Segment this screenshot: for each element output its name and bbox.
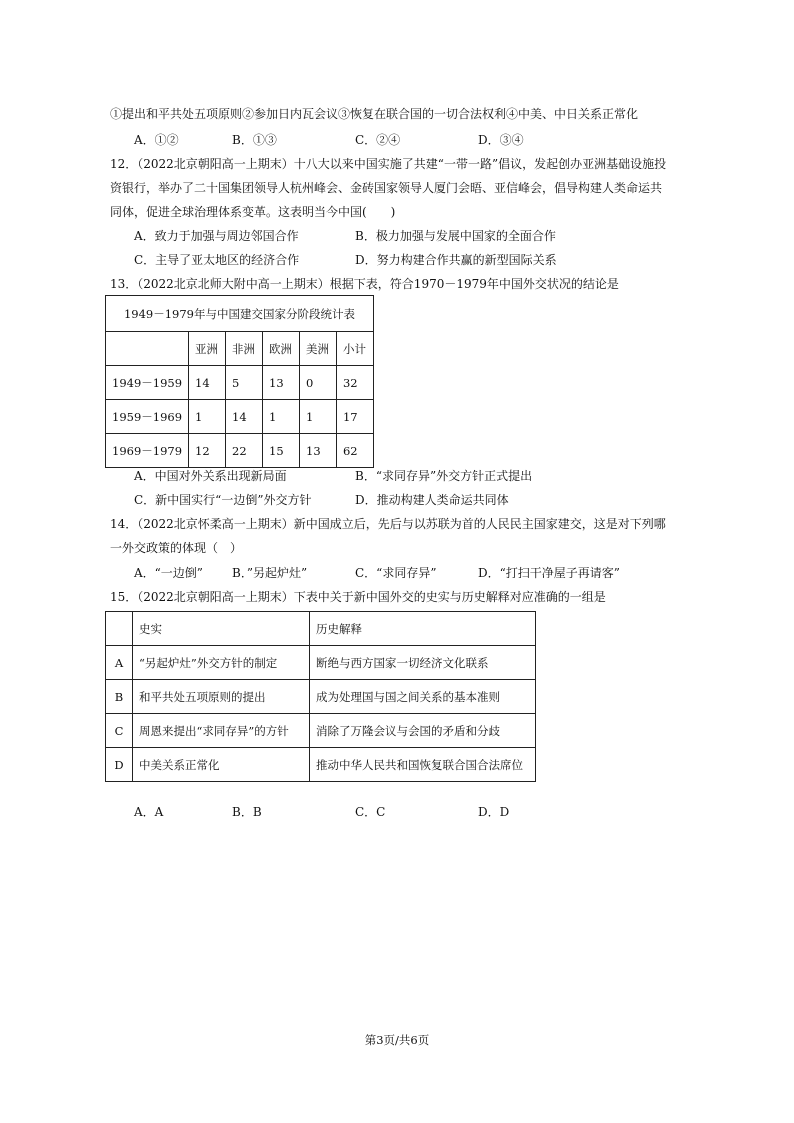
q12-stem-line-1: 12．（2022北京朝阳高一上期末）十八大以来中国实施了共建“一带一路”倡议，发起创办亚洲基础设施投 bbox=[110, 157, 667, 171]
table-cell: 13 bbox=[300, 434, 337, 468]
table-cell: 1959－1969 bbox=[106, 400, 189, 434]
q13-option-a[interactable]: A．中国对外关系出现新局面 bbox=[134, 469, 287, 483]
table-row bbox=[106, 714, 536, 748]
q12-stem-line-3: 同体，促进全球治理体系变革。这表明当今中国( ) bbox=[110, 205, 396, 219]
page-number: 第3页/共6页 bbox=[364, 1033, 430, 1047]
q15-header-empty bbox=[106, 612, 133, 646]
table-cell: 15 bbox=[263, 434, 300, 468]
table-cell: 中美关系正常化 bbox=[133, 748, 310, 782]
table-row bbox=[106, 434, 374, 468]
q13-stats-table bbox=[105, 295, 374, 468]
table-cell: 22 bbox=[226, 434, 263, 468]
q12-stem-line-2: 资银行，举办了二十国集团领导人杭州峰会、金砖国家领导人厦门会晤、亚信峰会，倡导构建人类命运共 bbox=[110, 181, 663, 195]
q15-history-table bbox=[105, 611, 536, 782]
table-cell: 周恩来提出“求同存异”的方针 bbox=[133, 714, 310, 748]
table-cell: 32 bbox=[336, 366, 373, 400]
q13-header-europe: 欧洲 bbox=[263, 332, 300, 366]
table-row bbox=[106, 680, 536, 714]
q14-option-c[interactable]: C．“求同存异” bbox=[355, 566, 437, 580]
table-cell: 0 bbox=[300, 366, 337, 400]
table-cell: 1 bbox=[189, 400, 226, 434]
table-cell: 推动中华人民共和国恢复联合国合法席位 bbox=[310, 748, 536, 782]
table-cell: “另起炉灶”外交方针的制定 bbox=[133, 646, 310, 680]
q14-stem-line-2: 一外交政策的体现（ ） bbox=[110, 541, 243, 555]
q15-option-c[interactable]: C．C bbox=[355, 805, 386, 819]
table-cell: 1949－1959 bbox=[106, 366, 189, 400]
q14-option-b[interactable]: B．”另起炉灶” bbox=[232, 566, 308, 580]
q12-option-b[interactable]: B．极力加强与发展中国家的全面合作 bbox=[355, 229, 556, 243]
table-cell: 消除了万隆会议与会国的矛盾和分歧 bbox=[310, 714, 536, 748]
table-row bbox=[106, 646, 536, 680]
table-cell: A bbox=[106, 646, 133, 680]
q14-option-d[interactable]: D．“打扫干净屋子再请客” bbox=[478, 566, 620, 580]
q11-stem: ①提出和平共处五项原则②参加日内瓦会议③恢复在联合国的一切合法权利④中美、中日关系正常化 bbox=[110, 107, 639, 121]
q13-option-b[interactable]: B．“求同存异”外交方针正式提出 bbox=[355, 469, 533, 483]
table-cell: 17 bbox=[336, 400, 373, 434]
table-cell: 1969－1979 bbox=[106, 434, 189, 468]
q11-option-c[interactable]: C．②④ bbox=[355, 133, 401, 147]
table-cell: 13 bbox=[263, 366, 300, 400]
q14-stem-line-1: 14．（2022北京怀柔高一上期末）新中国成立后，先后与以苏联为首的人民民主国家建交，这是对下列哪 bbox=[110, 517, 666, 531]
q12-option-d[interactable]: D．努力构建合作共赢的新型国际关系 bbox=[355, 253, 557, 267]
q12-option-c[interactable]: C．主导了亚太地区的经济合作 bbox=[134, 253, 300, 267]
table-cell: 和平共处五项原则的提出 bbox=[133, 680, 310, 714]
q13-header-asia: 亚洲 bbox=[189, 332, 226, 366]
q15-header-fact: 史实 bbox=[133, 612, 310, 646]
table-cell: 12 bbox=[189, 434, 226, 468]
q13-header-subtotal: 小计 bbox=[336, 332, 373, 366]
q11-option-d[interactable]: D．③④ bbox=[478, 133, 524, 147]
table-cell: D bbox=[106, 748, 133, 782]
q15-option-a[interactable]: A．A bbox=[134, 805, 164, 819]
table-cell: 14 bbox=[226, 400, 263, 434]
q13-header-americas: 美洲 bbox=[300, 332, 337, 366]
q13-table-caption: 1949－1979年与中国建交国家分阶段统计表 bbox=[106, 296, 374, 332]
q13-header-africa: 非洲 bbox=[226, 332, 263, 366]
table-cell: C bbox=[106, 714, 133, 748]
table-row bbox=[106, 400, 374, 434]
q11-option-b[interactable]: B．①③ bbox=[232, 133, 277, 147]
table-cell: 1 bbox=[263, 400, 300, 434]
q15-header-explanation: 历史解释 bbox=[310, 612, 536, 646]
q13-header-empty bbox=[106, 332, 189, 366]
table-row bbox=[106, 366, 374, 400]
q15-stem: 15．（2022北京朝阳高一上期末）下表中关于新中国外交的史实与历史解释对应准确的一组是 bbox=[110, 590, 606, 604]
table-cell: 14 bbox=[189, 366, 226, 400]
table-cell: 1 bbox=[300, 400, 337, 434]
q11-option-a[interactable]: A．①② bbox=[134, 133, 179, 147]
q14-option-a[interactable]: A．“一边倒” bbox=[134, 566, 203, 580]
q12-option-a[interactable]: A．致力于加强与周边邻国合作 bbox=[134, 229, 299, 243]
table-row bbox=[106, 748, 536, 782]
table-cell: 成为处理国与国之间关系的基本准则 bbox=[310, 680, 536, 714]
q13-option-c[interactable]: C．新中国实行“一边倒”外交方针 bbox=[134, 493, 312, 507]
table-cell: 5 bbox=[226, 366, 263, 400]
q13-option-d[interactable]: D．推动构建人类命运共同体 bbox=[355, 493, 509, 507]
table-cell: 断绝与西方国家一切经济文化联系 bbox=[310, 646, 536, 680]
table-cell: 62 bbox=[336, 434, 373, 468]
q13-stem: 13．（2022北京北师大附中高一上期末）根据下表，符合1970－1979年中国外交状况的结论是 bbox=[110, 277, 619, 291]
q15-option-b[interactable]: B．B bbox=[232, 805, 262, 819]
table-cell: B bbox=[106, 680, 133, 714]
q15-option-d[interactable]: D．D bbox=[478, 805, 510, 819]
